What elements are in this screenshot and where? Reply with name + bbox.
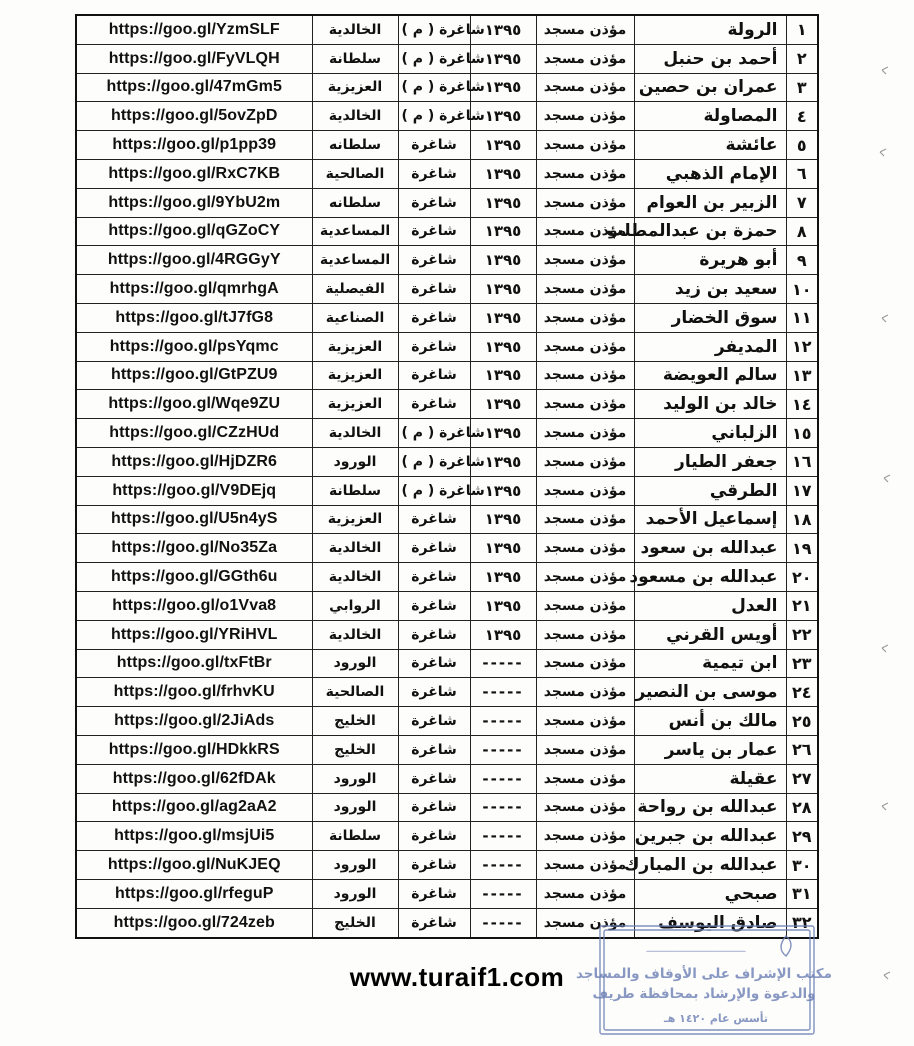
row-role: مؤذن مسجد [536, 159, 634, 188]
row-role: مؤذن مسجد [536, 879, 634, 908]
row-mosque-name: عمار بن ياسر [634, 735, 786, 764]
table-row [76, 246, 818, 275]
row-number: ٢٢ [786, 620, 818, 649]
row-url[interactable]: https://goo.gl/GGth6u [76, 563, 312, 592]
row-district: سلطانه [312, 188, 398, 217]
row-status: شاغرة ( م ) [398, 15, 470, 44]
table-row [76, 131, 818, 160]
row-number: ٣٢ [786, 908, 818, 937]
row-mosque-name: الإمام الذهبي [634, 159, 786, 188]
row-status: شاغرة [398, 361, 470, 390]
row-district: الورود [312, 764, 398, 793]
row-year: ١٣٩٥ [470, 44, 536, 73]
row-district: الصالحية [312, 678, 398, 707]
positions-table [75, 14, 819, 939]
row-url[interactable]: https://goo.gl/9YbU2m [76, 188, 312, 217]
row-year: ----- [470, 678, 536, 707]
row-district: سلطانة [312, 476, 398, 505]
row-year: ----- [470, 735, 536, 764]
row-mosque-name: المصاولة [634, 102, 786, 131]
row-role: مؤذن مسجد [536, 649, 634, 678]
row-mosque-name: عائشة [634, 131, 786, 160]
row-url[interactable]: https://goo.gl/No35Za [76, 534, 312, 563]
positions-table-container [75, 14, 817, 939]
row-status: شاغرة [398, 764, 470, 793]
row-status: شاغرة ( م ) [398, 102, 470, 131]
row-mosque-name: أحمد بن حنبل [634, 44, 786, 73]
row-mosque-name: الزبير بن العوام [634, 188, 786, 217]
row-url[interactable]: https://goo.gl/frhvKU [76, 678, 312, 707]
row-role: مؤذن مسجد [536, 217, 634, 246]
row-number: ٢١ [786, 591, 818, 620]
row-mosque-name: سعيد بن زيد [634, 275, 786, 304]
row-district: سلطانة [312, 44, 398, 73]
row-status: شاغرة [398, 303, 470, 332]
row-url[interactable]: https://goo.gl/rfeguP [76, 879, 312, 908]
row-number: ١٠ [786, 275, 818, 304]
row-mosque-name: مالك بن أنس [634, 707, 786, 736]
row-year: ١٣٩٥ [470, 188, 536, 217]
table-row [76, 419, 818, 448]
table-row [76, 707, 818, 736]
row-mosque-name: الطرقي [634, 476, 786, 505]
table-row [76, 851, 818, 880]
row-mosque-name: عبدالله بن مسعود [634, 563, 786, 592]
row-year: ١٣٩٥ [470, 131, 536, 160]
table-row [76, 620, 818, 649]
row-status: شاغرة [398, 332, 470, 361]
row-district: الخالدية [312, 419, 398, 448]
row-url[interactable]: https://goo.gl/GtPZU9 [76, 361, 312, 390]
row-year: ١٣٩٥ [470, 217, 536, 246]
table-row [76, 793, 818, 822]
row-url[interactable]: https://goo.gl/V9DEjq [76, 476, 312, 505]
table-row [76, 102, 818, 131]
row-status: شاغرة [398, 908, 470, 937]
row-url[interactable]: https://goo.gl/47mGm5 [76, 73, 312, 102]
row-mosque-name: جعفر الطيار [634, 447, 786, 476]
row-district: الروابي [312, 591, 398, 620]
row-status: شاغرة [398, 390, 470, 419]
row-number: ١٤ [786, 390, 818, 419]
row-url[interactable]: https://goo.gl/psYqmc [76, 332, 312, 361]
row-number: ١٦ [786, 447, 818, 476]
row-number: ٢٧ [786, 764, 818, 793]
row-role: مؤذن مسجد [536, 303, 634, 332]
row-url[interactable]: https://goo.gl/qGZoCY [76, 217, 312, 246]
row-district: سلطانه [312, 131, 398, 160]
row-year: ----- [470, 707, 536, 736]
table-row [76, 188, 818, 217]
row-mosque-name: خالد بن الوليد [634, 390, 786, 419]
row-status: شاغرة [398, 649, 470, 678]
row-mosque-name: حمزة بن عبدالمطلب [634, 217, 786, 246]
row-url[interactable]: https://goo.gl/2JiAds [76, 707, 312, 736]
row-number: ٣٠ [786, 851, 818, 880]
row-year: ١٣٩٥ [470, 246, 536, 275]
row-mosque-name: سوق الخضار [634, 303, 786, 332]
row-number: ١٨ [786, 505, 818, 534]
row-number: ٢٨ [786, 793, 818, 822]
row-district: الخالدية [312, 534, 398, 563]
row-status: شاغرة [398, 159, 470, 188]
row-url[interactable]: https://goo.gl/724zeb [76, 908, 312, 937]
row-role: مؤذن مسجد [536, 447, 634, 476]
row-year: ----- [470, 851, 536, 880]
row-role: مؤذن مسجد [536, 131, 634, 160]
table-row [76, 275, 818, 304]
table-row [76, 73, 818, 102]
row-status: شاغرة [398, 188, 470, 217]
row-year: ١٣٩٥ [470, 620, 536, 649]
row-mosque-name: العدل [634, 591, 786, 620]
row-status: شاغرة [398, 591, 470, 620]
row-status: شاغرة [398, 879, 470, 908]
row-number: ١٩ [786, 534, 818, 563]
row-url[interactable]: https://goo.gl/4RGGyY [76, 246, 312, 275]
row-number: ٢٠ [786, 563, 818, 592]
table-row [76, 159, 818, 188]
row-status: شاغرة [398, 851, 470, 880]
row-mosque-name: الرولة [634, 15, 786, 44]
row-role: مؤذن مسجد [536, 73, 634, 102]
row-mosque-name: عبدالله بن رواحة [634, 793, 786, 822]
row-status: شاغرة [398, 620, 470, 649]
row-year: ١٣٩٥ [470, 419, 536, 448]
table-row [76, 879, 818, 908]
row-number: ٣ [786, 73, 818, 102]
row-url[interactable]: https://goo.gl/txFtBr [76, 649, 312, 678]
row-role: مؤذن مسجد [536, 764, 634, 793]
row-role: مؤذن مسجد [536, 563, 634, 592]
row-number: ٤ [786, 102, 818, 131]
row-role: مؤذن مسجد [536, 476, 634, 505]
row-district: الصناعية [312, 303, 398, 332]
row-district: الخالدية [312, 620, 398, 649]
row-role: مؤذن مسجد [536, 735, 634, 764]
table-row [76, 534, 818, 563]
row-role: مؤذن مسجد [536, 851, 634, 880]
row-district: الخليج [312, 735, 398, 764]
row-district: العزيزية [312, 505, 398, 534]
row-number: ٥ [786, 131, 818, 160]
row-url[interactable]: https://goo.gl/NuKJEQ [76, 851, 312, 880]
row-number: ٣١ [786, 879, 818, 908]
stamp-faded-line: ـــــــــــــــــــــــــــــ [646, 944, 746, 955]
row-number: ٧ [786, 188, 818, 217]
row-status: شاغرة [398, 534, 470, 563]
table-row [76, 678, 818, 707]
row-year: ----- [470, 879, 536, 908]
row-status: شاغرة [398, 246, 470, 275]
row-status: شاغرة ( م ) [398, 44, 470, 73]
row-district: العزيزية [312, 390, 398, 419]
row-year: ١٣٩٥ [470, 102, 536, 131]
row-status: شاغرة [398, 707, 470, 736]
row-year: ١٣٩٥ [470, 15, 536, 44]
row-url[interactable]: https://goo.gl/msjUi5 [76, 822, 312, 851]
row-url[interactable]: https://goo.gl/RxC7KB [76, 159, 312, 188]
row-role: مؤذن مسجد [536, 620, 634, 649]
row-number: ١١ [786, 303, 818, 332]
row-status: شاغرة [398, 793, 470, 822]
table-row [76, 505, 818, 534]
row-district: الورود [312, 851, 398, 880]
row-status: شاغرة ( م ) [398, 419, 470, 448]
row-district: الورود [312, 879, 398, 908]
row-status: شاغرة ( م ) [398, 73, 470, 102]
table-row [76, 15, 818, 44]
row-number: ٢٩ [786, 822, 818, 851]
row-mosque-name: سالم العويضة [634, 361, 786, 390]
row-district: الورود [312, 793, 398, 822]
row-district: الفيصلية [312, 275, 398, 304]
row-district: المساعدية [312, 246, 398, 275]
row-role: مؤذن مسجد [536, 390, 634, 419]
table-row [76, 447, 818, 476]
row-year: ----- [470, 822, 536, 851]
row-number: ١٢ [786, 332, 818, 361]
row-mosque-name: إسماعيل الأحمد [634, 505, 786, 534]
row-number: ٨ [786, 217, 818, 246]
row-url[interactable]: https://goo.gl/5ovZpD [76, 102, 312, 131]
row-role: مؤذن مسجد [536, 275, 634, 304]
row-status: شاغرة [398, 735, 470, 764]
row-mosque-name: عمران بن حصين [634, 73, 786, 102]
row-role: مؤذن مسجد [536, 707, 634, 736]
stamp-line-1: مكتب الإشراف على الأوقاف والمساجد [576, 966, 832, 982]
row-mosque-name: صبحي [634, 879, 786, 908]
table-row [76, 764, 818, 793]
row-status: شاغرة [398, 822, 470, 851]
row-number: ١ [786, 15, 818, 44]
row-district: المساعدية [312, 217, 398, 246]
table-row [76, 591, 818, 620]
website-watermark: www.turaif1.com [349, 962, 565, 992]
row-url[interactable]: https://goo.gl/ag2aA2 [76, 793, 312, 822]
row-status: شاغرة [398, 678, 470, 707]
row-number: ١٣ [786, 361, 818, 390]
row-year: ١٣٩٥ [470, 303, 536, 332]
row-district: الخليج [312, 908, 398, 937]
table-row [76, 563, 818, 592]
row-number: ٦ [786, 159, 818, 188]
table-row [76, 390, 818, 419]
row-mosque-name: ابن تيمية [634, 649, 786, 678]
row-role: مؤذن مسجد [536, 591, 634, 620]
row-url[interactable]: https://goo.gl/p1pp39 [76, 131, 312, 160]
row-role: مؤذن مسجد [536, 332, 634, 361]
table-row [76, 361, 818, 390]
row-role: مؤذن مسجد [536, 419, 634, 448]
row-role: مؤذن مسجد [536, 678, 634, 707]
row-mosque-name: عبدالله بن المبارك [634, 851, 786, 880]
row-status: شاغرة [398, 217, 470, 246]
row-year: ١٣٩٥ [470, 563, 536, 592]
row-url[interactable]: https://goo.gl/YzmSLF [76, 15, 312, 44]
row-role: مؤذن مسجد [536, 44, 634, 73]
table-row [76, 476, 818, 505]
row-mosque-name: صادق اليوسف [634, 908, 786, 937]
row-url[interactable]: https://goo.gl/o1Vva8 [76, 591, 312, 620]
row-role: مؤذن مسجد [536, 908, 634, 937]
office-stamp [576, 922, 832, 1038]
row-district: العزيزية [312, 332, 398, 361]
row-year: ١٣٩٥ [470, 591, 536, 620]
table-row [76, 735, 818, 764]
row-url[interactable]: https://goo.gl/tJ7fG8 [76, 303, 312, 332]
row-url[interactable]: https://goo.gl/YRiHVL [76, 620, 312, 649]
row-district: الصالحية [312, 159, 398, 188]
stamp-line-2: والدعوة والإرشاد بمحافظة طريف [592, 986, 816, 1002]
row-role: مؤذن مسجد [536, 188, 634, 217]
row-year: ١٣٩٥ [470, 332, 536, 361]
row-year: ١٣٩٥ [470, 159, 536, 188]
row-role: مؤذن مسجد [536, 793, 634, 822]
table-row [76, 649, 818, 678]
row-year: ١٣٩٥ [470, 476, 536, 505]
row-year: ١٣٩٥ [470, 73, 536, 102]
row-role: مؤذن مسجد [536, 15, 634, 44]
row-district: الخليج [312, 707, 398, 736]
row-role: مؤذن مسجد [536, 102, 634, 131]
stamp-line-3: تأسس عام ١٤٢٠ هـ [663, 1012, 769, 1025]
row-year: ١٣٩٥ [470, 505, 536, 534]
row-district: الورود [312, 649, 398, 678]
row-status: شاغرة [398, 563, 470, 592]
margin-tick-marks [860, 0, 914, 1046]
row-number: ١٧ [786, 476, 818, 505]
row-year: ----- [470, 649, 536, 678]
row-status: شاغرة ( م ) [398, 476, 470, 505]
row-role: مؤذن مسجد [536, 246, 634, 275]
row-number: ٢٥ [786, 707, 818, 736]
row-url[interactable]: https://goo.gl/CZzHUd [76, 419, 312, 448]
table-row [76, 822, 818, 851]
row-number: ٢ [786, 44, 818, 73]
row-year: ١٣٩٥ [470, 447, 536, 476]
row-mosque-name: أبو هريرة [634, 246, 786, 275]
row-status: شاغرة [398, 505, 470, 534]
row-role: مؤذن مسجد [536, 361, 634, 390]
row-number: ٩ [786, 246, 818, 275]
row-number: ٢٤ [786, 678, 818, 707]
row-year: ١٣٩٥ [470, 534, 536, 563]
row-number: ٢٣ [786, 649, 818, 678]
row-year: ١٣٩٥ [470, 275, 536, 304]
row-district: العزيزية [312, 361, 398, 390]
row-year: ١٣٩٥ [470, 361, 536, 390]
row-role: مؤذن مسجد [536, 822, 634, 851]
row-mosque-name: عقيلة [634, 764, 786, 793]
table-body [76, 15, 818, 938]
row-district: سلطانة [312, 822, 398, 851]
row-mosque-name: عبدالله بن جبرين [634, 822, 786, 851]
row-mosque-name: موسى بن النصير [634, 678, 786, 707]
row-mosque-name: أويس القرني [634, 620, 786, 649]
row-url[interactable]: https://goo.gl/U5n4yS [76, 505, 312, 534]
row-year: ----- [470, 908, 536, 937]
table-row [76, 303, 818, 332]
row-mosque-name: الزلباني [634, 419, 786, 448]
row-year: ----- [470, 793, 536, 822]
row-district: الخالدية [312, 15, 398, 44]
table-row [76, 332, 818, 361]
row-url[interactable]: https://goo.gl/HDkkRS [76, 735, 312, 764]
row-mosque-name: المديفر [634, 332, 786, 361]
row-status: شاغرة [398, 275, 470, 304]
row-role: مؤذن مسجد [536, 505, 634, 534]
row-district: الخالدية [312, 102, 398, 131]
row-district: الورود [312, 447, 398, 476]
row-url[interactable]: https://goo.gl/FyVLQH [76, 44, 312, 73]
row-district: العزيزية [312, 73, 398, 102]
row-number: ٢٦ [786, 735, 818, 764]
row-url[interactable]: https://goo.gl/62fDAk [76, 764, 312, 793]
row-district: الخالدية [312, 563, 398, 592]
table-row [76, 44, 818, 73]
row-year: ----- [470, 764, 536, 793]
row-mosque-name: عبدالله بن سعود [634, 534, 786, 563]
row-year: ١٣٩٥ [470, 390, 536, 419]
row-url[interactable]: https://goo.gl/qmrhgA [76, 275, 312, 304]
row-status: شاغرة ( م ) [398, 447, 470, 476]
row-number: ١٥ [786, 419, 818, 448]
row-status: شاغرة [398, 131, 470, 160]
row-url[interactable]: https://goo.gl/Wqe9ZU [76, 390, 312, 419]
row-url[interactable]: https://goo.gl/HjDZR6 [76, 447, 312, 476]
row-role: مؤذن مسجد [536, 534, 634, 563]
table-row [76, 217, 818, 246]
